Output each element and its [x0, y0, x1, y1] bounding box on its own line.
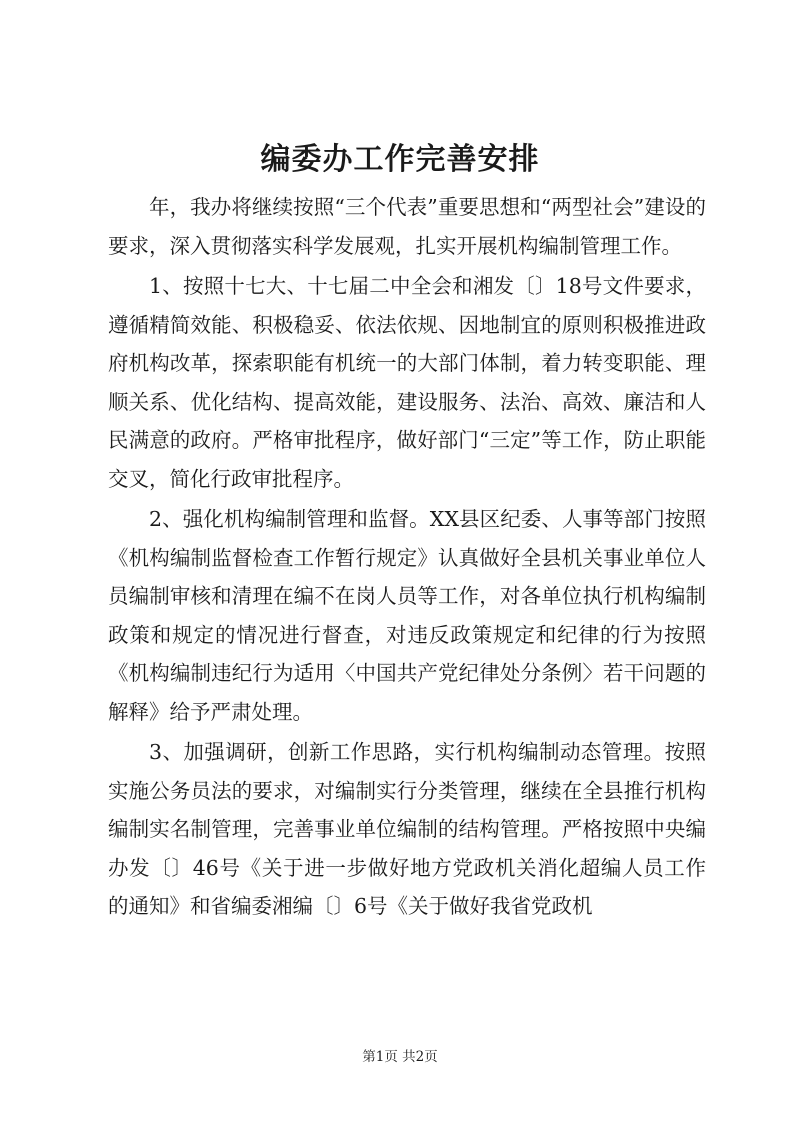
- paragraph-item-3: 3、加强调研，创新工作思路，实行机构编制动态管理。按照实施公务员法的要求，对编制实行分类管理，继续在全县推行机构编制实名制管理，完善事业单位编制的结构管理。严格按照中央编办发〔〕46号《关于进一步做好地方党政机关消化超编人员工作的通知》和省编委湘编〔〕6号《关于做好我省党政机: [108, 740, 706, 918]
- document-title: 编委办工作完善安排: [260, 142, 540, 177]
- document-body: [108, 188, 706, 926]
- page-number-footer: 第1页 共2页: [362, 1049, 438, 1065]
- paragraph-item-1: 1、按照十七大、十七届二中全会和湘发〔〕18号文件要求，遵循精简效能、积极稳妥、依法依规、因地制宜的原则积极推进政府机构改革，探索职能有机统一的大部门体制，着力转变职能、理顺关系、优化结构、提高效能，建设服务、法治、高效、廉洁和人民满意的政府。严格审批程序，做好部门“三定”等工作，防止职能交叉，简化行政审批程序。: [108, 274, 706, 491]
- paragraph-intro: 年，我办将继续按照“三个代表”重要思想和“两型社会”建设的要求，深入贯彻落实科学发展观，扎实开展机构编制管理工作。: [108, 195, 706, 258]
- paragraph-item-2: 2、强化机构编制管理和监督。XX县区纪委、人事等部门按照《机构编制监督检查工作暂行规定》认真做好全县机关事业单位人员编制审核和清理在编不在岗人员等工作，对各单位执行机构编制政策和规定的情况进行督查，对违反政策规定和纪律的行为按照《机构编制违纪行为适用〈中国共产党纪律处分条例〉若干问题的解释》给予严肃处理。: [108, 507, 706, 724]
